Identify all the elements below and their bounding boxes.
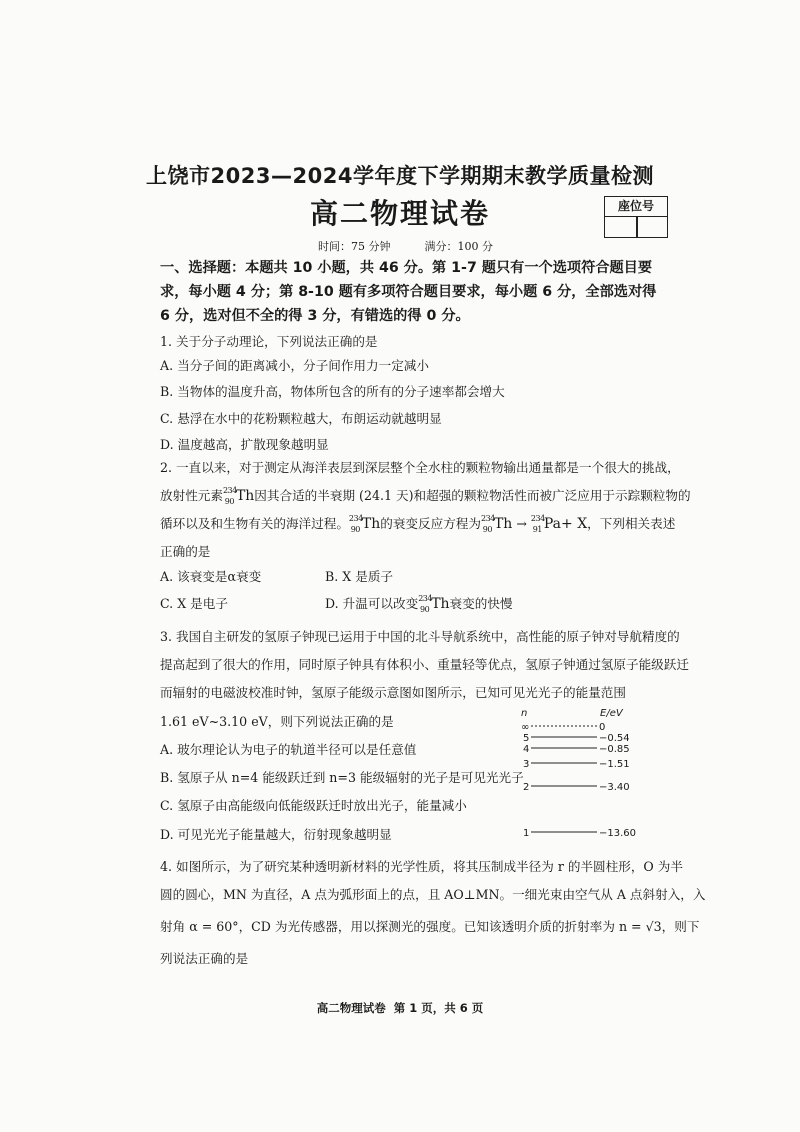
q2-line-3-suffix: ，下列相关表述 bbox=[587, 516, 676, 531]
q2-option-d bbox=[325, 593, 513, 614]
q2-line-4: 正确的是 bbox=[160, 544, 211, 559]
q2-option-b: B. X 是质子 bbox=[325, 569, 394, 584]
exam-title: 上饶市2023—2024学年度下学期期末教学质量检测 bbox=[146, 164, 654, 188]
q2-option-c: C. X 是电子 bbox=[160, 596, 228, 611]
th-symbol: Th bbox=[431, 596, 450, 612]
th-atomic-number: 90 bbox=[224, 497, 234, 506]
seat-box-divider bbox=[636, 217, 638, 237]
q3-line-3: 而辐射的电磁波校准时钟，氢原子能级示意图如图所示，已知可见光光子的能量范围 bbox=[160, 685, 626, 700]
th-symbol: Th bbox=[235, 488, 255, 504]
q1-option-b: B. 当物体的温度升高，物体所包含的所有的分子速率都会增大 bbox=[160, 384, 505, 399]
level-2-e: −3.40 bbox=[599, 782, 630, 793]
level-1-e: −13.60 bbox=[599, 828, 637, 839]
product-x: + X bbox=[561, 516, 588, 532]
exam-duration: 时间：75 分钟 bbox=[318, 240, 391, 253]
th-mass-number: 234 bbox=[418, 594, 432, 603]
q2-line-1: 2. 一直以来，对于测定从海洋表层到深层整个全水柱的颗粒物输出通量都是一个很大的挑战， bbox=[160, 460, 680, 475]
q3-option-c: C. 氢原子由高能级向低能级跃迁时放出光子，能量减小 bbox=[160, 798, 467, 813]
q3-line-2: 提高起到了很大的作用，同时原子钟具有体积小、重量轻等优点，氢原子钟通过氢原子能级跃迁 bbox=[160, 657, 689, 672]
energy-level-diagram bbox=[515, 704, 645, 844]
reaction-arrow: → bbox=[516, 516, 527, 531]
footer-subject: 高二物理试卷 bbox=[316, 1001, 386, 1015]
seat-number-label: 座位号 bbox=[605, 197, 667, 217]
q2-option-a: A. 该衰变是α衰变 bbox=[160, 569, 262, 584]
q3-option-b: B. 氢原子从 n=4 能级跃迁到 n=3 能级辐射的光子是可见光光子 bbox=[160, 770, 524, 785]
q4-line-1: 4. 如图所示，为了研究某种透明新材料的光学性质，将其压制成半径为 r 的半圆柱形，O 为半 bbox=[160, 859, 683, 874]
q1-option-c: C. 悬浮在水中的花粉颗粒越大，布朗运动就越明显 bbox=[160, 411, 442, 426]
q1-option-a: A. 当分子间的距离减小，分子间作用力一定减小 bbox=[160, 358, 429, 373]
q2-line-3 bbox=[160, 513, 675, 534]
pa-symbol: Pa bbox=[543, 516, 562, 532]
th-mass-number: 234 bbox=[480, 514, 495, 523]
q4-line-3: 射角 α = 60°，CD 为光传感器，用以探测光的强度。已知该透明介质的折射率为 n = √3，则下 bbox=[160, 919, 700, 934]
exam-time-line bbox=[318, 238, 527, 254]
level-3-e: −1.51 bbox=[599, 759, 630, 770]
q3-option-d: D. 可见光光子能量越大，衍射现象越明显 bbox=[160, 827, 392, 842]
level-3-n: 3 bbox=[523, 759, 530, 770]
q2-line-2-prefix: 放射性元素 bbox=[160, 488, 223, 503]
q1-stem: 1. 关于分子动理论，下列说法正确的是 bbox=[160, 334, 378, 349]
axis-energy-label: E/eV bbox=[600, 708, 623, 719]
th-mass-number: 234 bbox=[348, 514, 363, 523]
th-atomic-number: 90 bbox=[482, 525, 492, 534]
level-2-n: 2 bbox=[523, 782, 530, 793]
q2-option-d-suffix: 衰变的快慢 bbox=[449, 596, 513, 611]
subject-title: 高二物理试卷 bbox=[309, 197, 490, 230]
page-footer bbox=[0, 1000, 800, 1016]
section-heading: 一、选择题：本题共 10 小题，共 46 分。第 1-7 题只有一个选项符合题目要求，每小题 4 分；第 8-10 题有多项符合题目要求，每小题 6 分，全部选对得 6 分，选对但不全的得 3 分，有错选的得 0 分。 bbox=[160, 260, 657, 324]
q4-line-2: 圆的圆心，MN 为直径，A 点为弧形面上的点，且 AO⊥MN。一细光束由空气从 A 点斜射入，入 bbox=[160, 887, 706, 902]
q2-line-3-prefix: 循环以及和生物有关的海洋过程。 bbox=[160, 516, 349, 531]
q3-line-1: 3. 我国自主研发的氢原子钟现已运用于中国的北斗导航系统中，高性能的原子钟对导航精度的 bbox=[160, 629, 680, 644]
pa-mass-number: 234 bbox=[530, 514, 545, 523]
level-5-e: −0.54 bbox=[599, 733, 630, 744]
q4-line-4: 列说法正确的是 bbox=[160, 951, 249, 966]
level-inf-e: 0 bbox=[599, 722, 606, 733]
level-4-e: −0.85 bbox=[599, 744, 630, 755]
level-5-n: 5 bbox=[523, 733, 530, 744]
level-4-n: 4 bbox=[523, 744, 530, 755]
q2-option-d-prefix: D. 升温可以改变 bbox=[325, 596, 419, 611]
pa-atomic-number: 91 bbox=[532, 525, 542, 534]
th-atomic-number: 90 bbox=[350, 525, 360, 534]
th-symbol: Th bbox=[493, 516, 513, 532]
q1-option-d: D. 温度越高，扩散现象越明显 bbox=[160, 437, 329, 452]
th-atomic-number: 90 bbox=[420, 605, 430, 614]
th-symbol: Th bbox=[361, 516, 381, 532]
level-1-n: 1 bbox=[523, 828, 530, 839]
q2-line-3-middle: 的衰变反应方程为 bbox=[380, 516, 481, 531]
full-score: 满分：100 分 bbox=[424, 240, 493, 253]
seat-number-box bbox=[604, 196, 668, 238]
footer-page-number: 第 1 页，共 6 页 bbox=[393, 1001, 484, 1015]
th-mass-number: 234 bbox=[222, 486, 237, 495]
q3-line-4: 1.61 eV~3.10 eV，则下列说法正确的是 bbox=[160, 714, 394, 729]
axis-n-label: n bbox=[521, 708, 528, 719]
q3-option-a: A. 玻尔理论认为电子的轨道半径可以是任意值 bbox=[160, 742, 417, 757]
q2-line-2 bbox=[160, 485, 691, 506]
q2-line-2-suffix: 因其合适的半衰期 (24.1 天)和超强的颗粒物活性而被广泛应用于示踪颗粒物的 bbox=[254, 488, 691, 503]
level-inf-n: ∞ bbox=[521, 722, 530, 733]
